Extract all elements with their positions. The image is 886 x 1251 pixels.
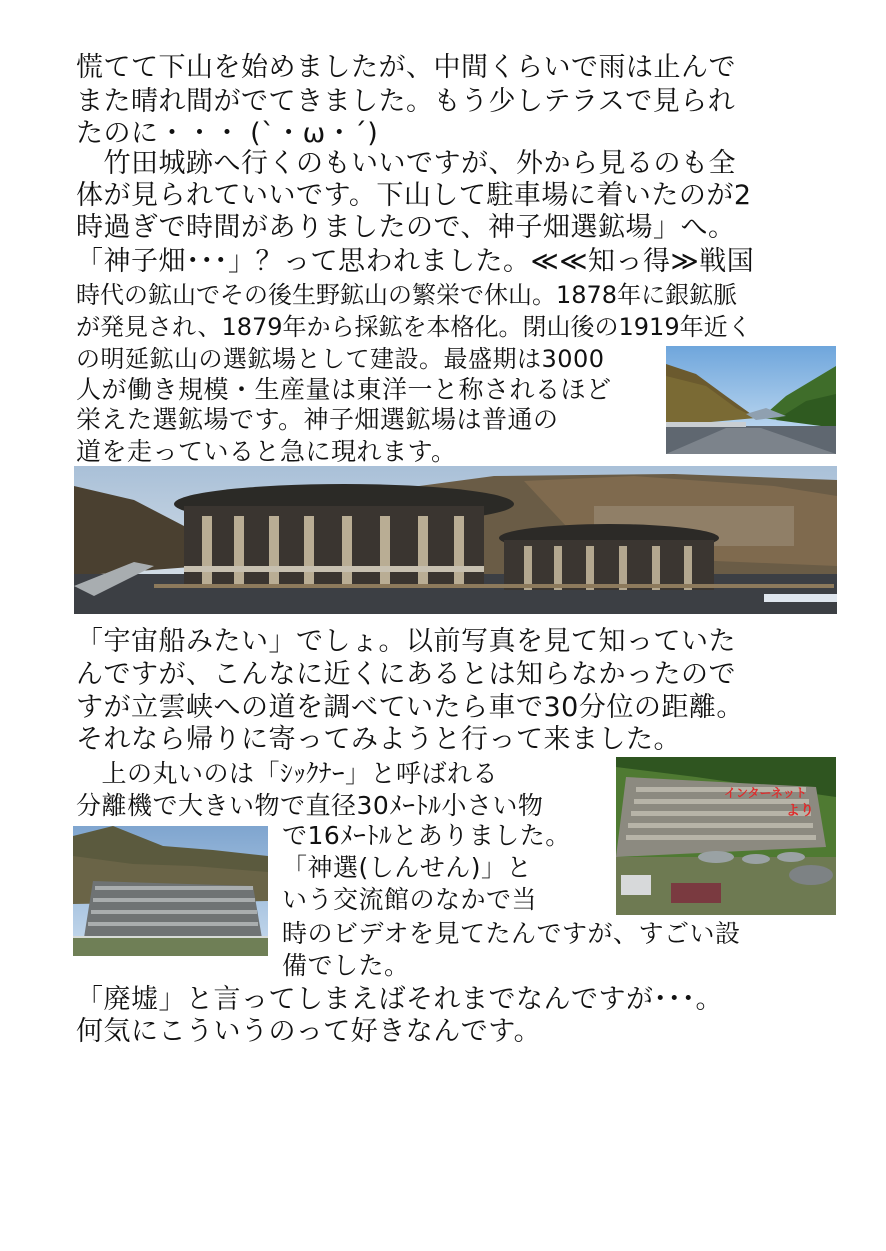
text-line-1: 慌てて下山を始めましたが、中間くらいで雨は止んで [76, 52, 736, 83]
mining-site-panorama-photo [74, 466, 837, 614]
aerial-caption-line1: インターネット [724, 786, 807, 800]
text-line-22: いう交流館のなかで当 [282, 885, 538, 914]
text-line-19: 分離機で大きい物で直径30ﾒｰﾄﾙ小さい物 [76, 791, 544, 820]
text-line-7: 「神子畑･･･」？って思われました。≪≪知っ得≫戦国 [76, 246, 755, 277]
text-line-4: 竹田城跡へ行くのもいいですが、外から見るのも全 [76, 148, 736, 179]
text-line-12: 栄えた選鉱場です。神子畑選鉱場は普通の [76, 405, 559, 434]
text-line-2: また晴れ間がでてきました。もう少しテラスで見られ [76, 86, 736, 117]
text-line-3: たのに・・・ (`・ω・´) [76, 118, 379, 149]
text-line-5: 体が見られていいです。下山して駐車場に着いたのが2 [76, 180, 752, 211]
text-line-24: 備でした。 [282, 951, 410, 980]
text-line-14: 「宇宙船みたい」でしょ。以前写真を見て知っていた [76, 626, 736, 657]
mountain-road-photo [666, 346, 836, 454]
text-line-25: 「廃墟」と言ってしまえばそれまでなんですが･･･。 [76, 984, 723, 1015]
text-line-11: 人が働き規模・生産量は東洋一と称されるほど [76, 375, 612, 404]
text-line-15: んですが、こんなに近くにあるとは知らなかったので [76, 659, 736, 690]
text-line-16: すが立雲峡への道を調べていたら車で30分位の距離。 [76, 692, 744, 723]
text-line-21: 「神選(しんせん)」と [282, 853, 533, 882]
text-line-10: の明延鉱山の選鉱場として建設。最盛期は3000 [76, 345, 605, 373]
text-line-6: 時過ぎで時間がありましたので、神子畑選鉱場」へ。 [76, 212, 736, 243]
text-line-26: 何気にこういうのって好きなんです。 [76, 1016, 542, 1047]
text-line-9: が発見され、1879年から採鉱を本格化。閉山後の1919年近く [76, 313, 752, 341]
text-line-20: で16ﾒｰﾄﾙとありました。 [282, 821, 571, 850]
text-line-18: 上の丸いのは「ｼｯｸﾅｰ」と呼ばれる [76, 759, 499, 788]
aerial-mining-site-photo [616, 757, 836, 915]
aerial-caption-line2: より [786, 803, 814, 819]
text-line-23: 時のビデオを見てたんですが、すごい設 [282, 919, 741, 948]
text-line-8: 時代の鉱山でその後生野鉱山の繁栄で休山。1878年に銀鉱脈 [76, 281, 738, 309]
terraced-ruins-photo [73, 826, 268, 956]
text-line-13: 道を走っていると急に現れます。 [76, 437, 457, 466]
text-line-17: それなら帰りに寄ってみようと行って来ました。 [76, 724, 681, 755]
